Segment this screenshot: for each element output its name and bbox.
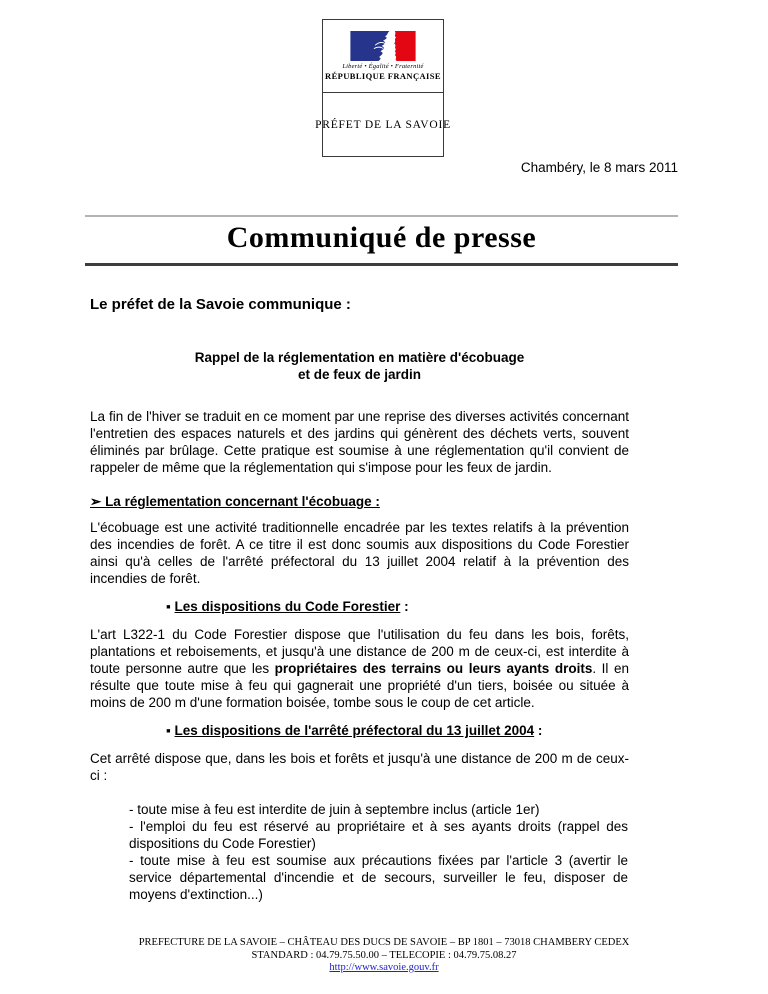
subject-line-1: Rappel de la réglementation en matière d'écobuage	[194, 350, 525, 365]
republique-logo	[323, 20, 443, 93]
subsection-arrete-prefectoral	[90, 722, 629, 739]
dateline: Chambéry, le 8 mars 2011	[520, 160, 678, 175]
title-rule-bottom	[85, 263, 678, 266]
section-heading-label: La réglementation concernant l'écobuage :	[105, 494, 380, 509]
document-body	[90, 296, 629, 903]
body-paragraph-2: L'écobuage est une activité traditionnelle encadrée par les textes relatifs à la prévention des incendies de forêt. A ce titre il est donc soumis aux dispositions du Code Forestier ainsi qu'à celles de l'arrêté préfectoral du 13 juillet 2004 relatif à la prévention des incendies de forêt.	[90, 520, 629, 586]
subsection-colon: :	[534, 723, 543, 738]
footer-website-link[interactable]: http://www.savoie.gouv.fr	[329, 962, 439, 973]
subsection-label: Les dispositions de l'arrêté préfectoral du 13 juillet 2004	[174, 723, 535, 738]
paragraph-3-text-end: . Il en résulte que toute mise à feu qui gagnerait une propriété d'un tiers, boisée ou située à moins de 200 m d'une formation boisée, tombe sous le coup de cet article.	[90, 661, 629, 710]
marianne-logo-box	[315, 19, 451, 157]
subsection-colon: :	[400, 599, 409, 614]
motto-text: Liberté • Égalité • Fraternité	[342, 63, 424, 70]
subsection-code-forestier	[90, 598, 629, 615]
page-footer	[0, 937, 768, 975]
arrowhead-bullet-icon: ➢	[90, 494, 106, 509]
republique-text: RÉPUBLIQUE FRANÇAISE	[325, 71, 441, 81]
subject-line-2: et de feux de jardin	[297, 367, 422, 382]
prefet-text: PRÉFET DE LA SAVOIE	[315, 118, 451, 131]
regulation-list	[129, 801, 628, 903]
intro-heading: Le préfet de la Savoie communique :	[90, 296, 351, 313]
title-band	[85, 215, 678, 266]
subject-title	[90, 349, 629, 383]
square-bullet-icon: ▪	[166, 599, 175, 614]
french-flag-marianne-icon	[336, 31, 430, 61]
body-paragraph-1: La fin de l'hiver se traduit en ce moment par une reprise des diverses activités concernant l'entretien des espaces naturels et des jardins qui génèrent des déchets verts, souvent éliminés par brûlage. Cette pratique est soumise à une réglementation qu'il convient de rappeler de même que la réglementation qui s'impose pour les feux de jardin.	[90, 409, 629, 475]
paragraph-3-bold-text: propriétaires des terrains ou leurs ayants droits	[274, 661, 593, 676]
list-item: - toute mise à feu est interdite de juin à septembre inclus (article 1er)	[129, 802, 540, 817]
subsection-label: Les dispositions du Code Forestier	[174, 599, 401, 614]
footer-phone: STANDARD : 04.79.75.50.00 – TELECOPIE : 04.79.75.08.27	[251, 949, 517, 961]
section-heading-ecobuage	[90, 493, 629, 510]
list-item: - toute mise à feu est soumise aux précautions fixées par l'article 3 (avertir le service départemental d'incendie et de secours, surveiller le feu, disposer de moyens d'extinction...)	[129, 853, 628, 902]
body-paragraph-3	[90, 626, 629, 711]
list-item: - l'emploi du feu est réservé au propriétaire et à ses ayants droits (rappel des dispositions du Code Forestier)	[129, 819, 628, 851]
page-title: Communiqué de presse	[226, 221, 537, 254]
footer-address: PREFECTURE DE LA SAVOIE – CHÂTEAU DES DUCS DE SAVOIE – BP 1801 – 73018 CHAMBERY CEDEX	[138, 937, 630, 948]
paragraph-3-text-start: L'art L322-1 du Code Forestier dispose que l'utilisation du feu dans les bois, forêts, plantations et reboisements, et jusqu'à une distance de 200 m de ceux-ci, est interdite à toute personne autre que les	[90, 627, 629, 676]
title-rule-top	[85, 215, 678, 217]
square-bullet-icon: ▪	[166, 723, 175, 738]
body-paragraph-4: Cet arrêté dispose que, dans les bois et forêts et jusqu'à une distance de 200 m de ceux-ci :	[90, 751, 629, 783]
